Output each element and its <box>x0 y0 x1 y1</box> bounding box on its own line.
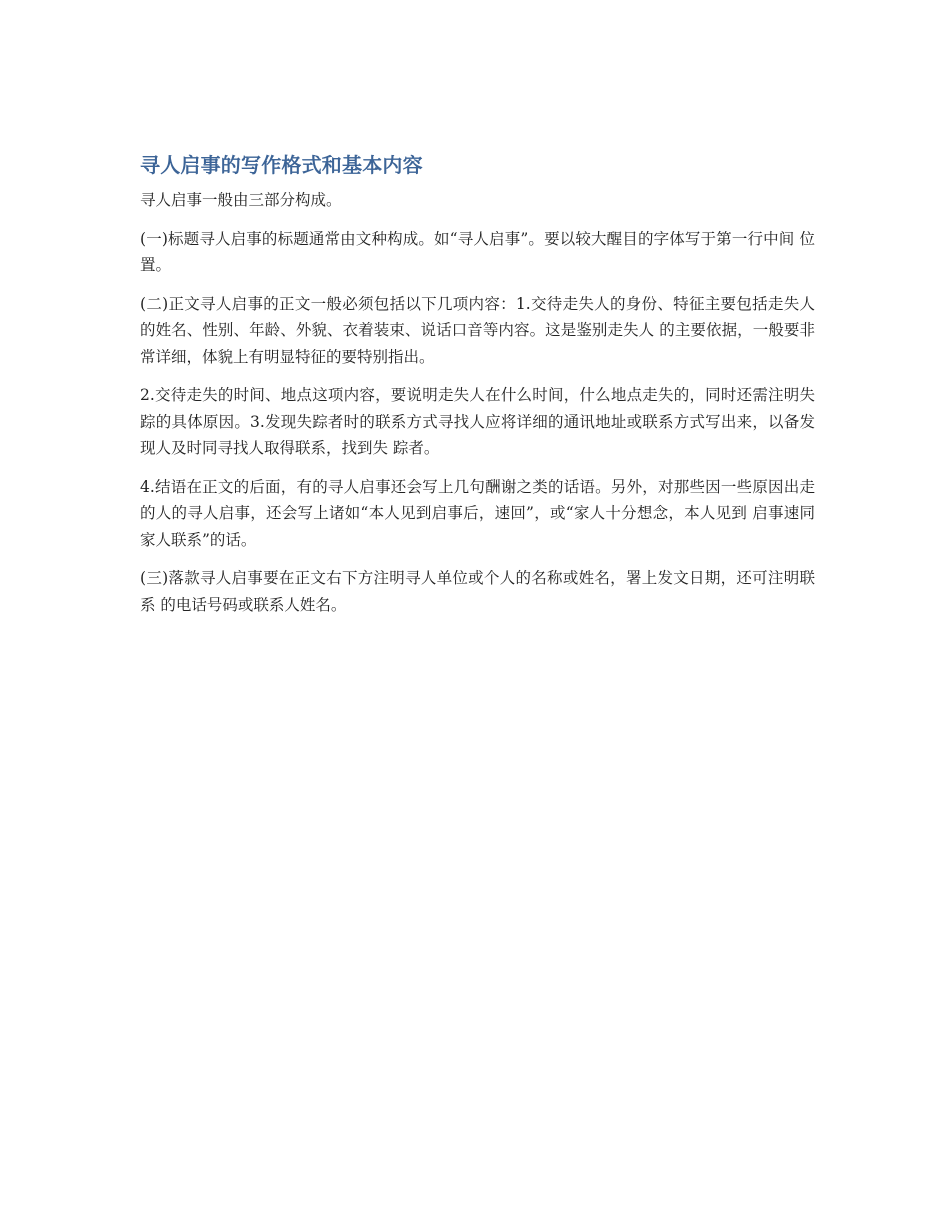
paragraph-time-place: 2.交待走失的时间、地点这项内容，要说明走失人在什么时间，什么地点走失的，同时还需注明失踪的具体原因。3.发现失踪者时的联系方式寻找人应将详细的通讯地址或联系方式写出来，以备发现人及时同寻找人取得联系，找到失 踪者。 <box>140 386 815 457</box>
paragraph-intro: 寻人启事一般由三部分构成。 <box>140 191 342 209</box>
paragraph-title-section: (一)标题寻人启事的标题通常由文种构成。如“寻人启事”。要以较大醒目的字体写于第一行中间 位置。 <box>140 229 815 274</box>
paragraph-closing: 4.结语在正文的后面，有的寻人启事还会写上几句酬谢之类的话语。另外，对那些因一些原因出走 的人的寻人启事，还会写上诸如“本人见到启事后，速回”，或“家人十分想念，本人见到 启事速同家人联系”的话。 <box>140 477 815 549</box>
paragraph-signature-section: (三)落款寻人启事要在正文右下方注明寻人单位或个人的名称或姓名，署上发文日期，还可注明联系 的电话号码或联系人姓名。 <box>140 569 815 614</box>
document-page <box>140 150 815 630</box>
paragraph-body-section: (二)正文寻人启事的正文一般必须包括以下几项内容：1.交待走失人的身份、特征主要包括走失人的姓名、性别、年龄、外貌、衣着装束、说话口音等内容。这是鉴别走失人 的主要依据，一般要非常详细，体貌上有明显特征的要特别指出。 <box>140 294 815 366</box>
document-title: 寻人启事的写作格式和基本内容 <box>140 153 423 177</box>
